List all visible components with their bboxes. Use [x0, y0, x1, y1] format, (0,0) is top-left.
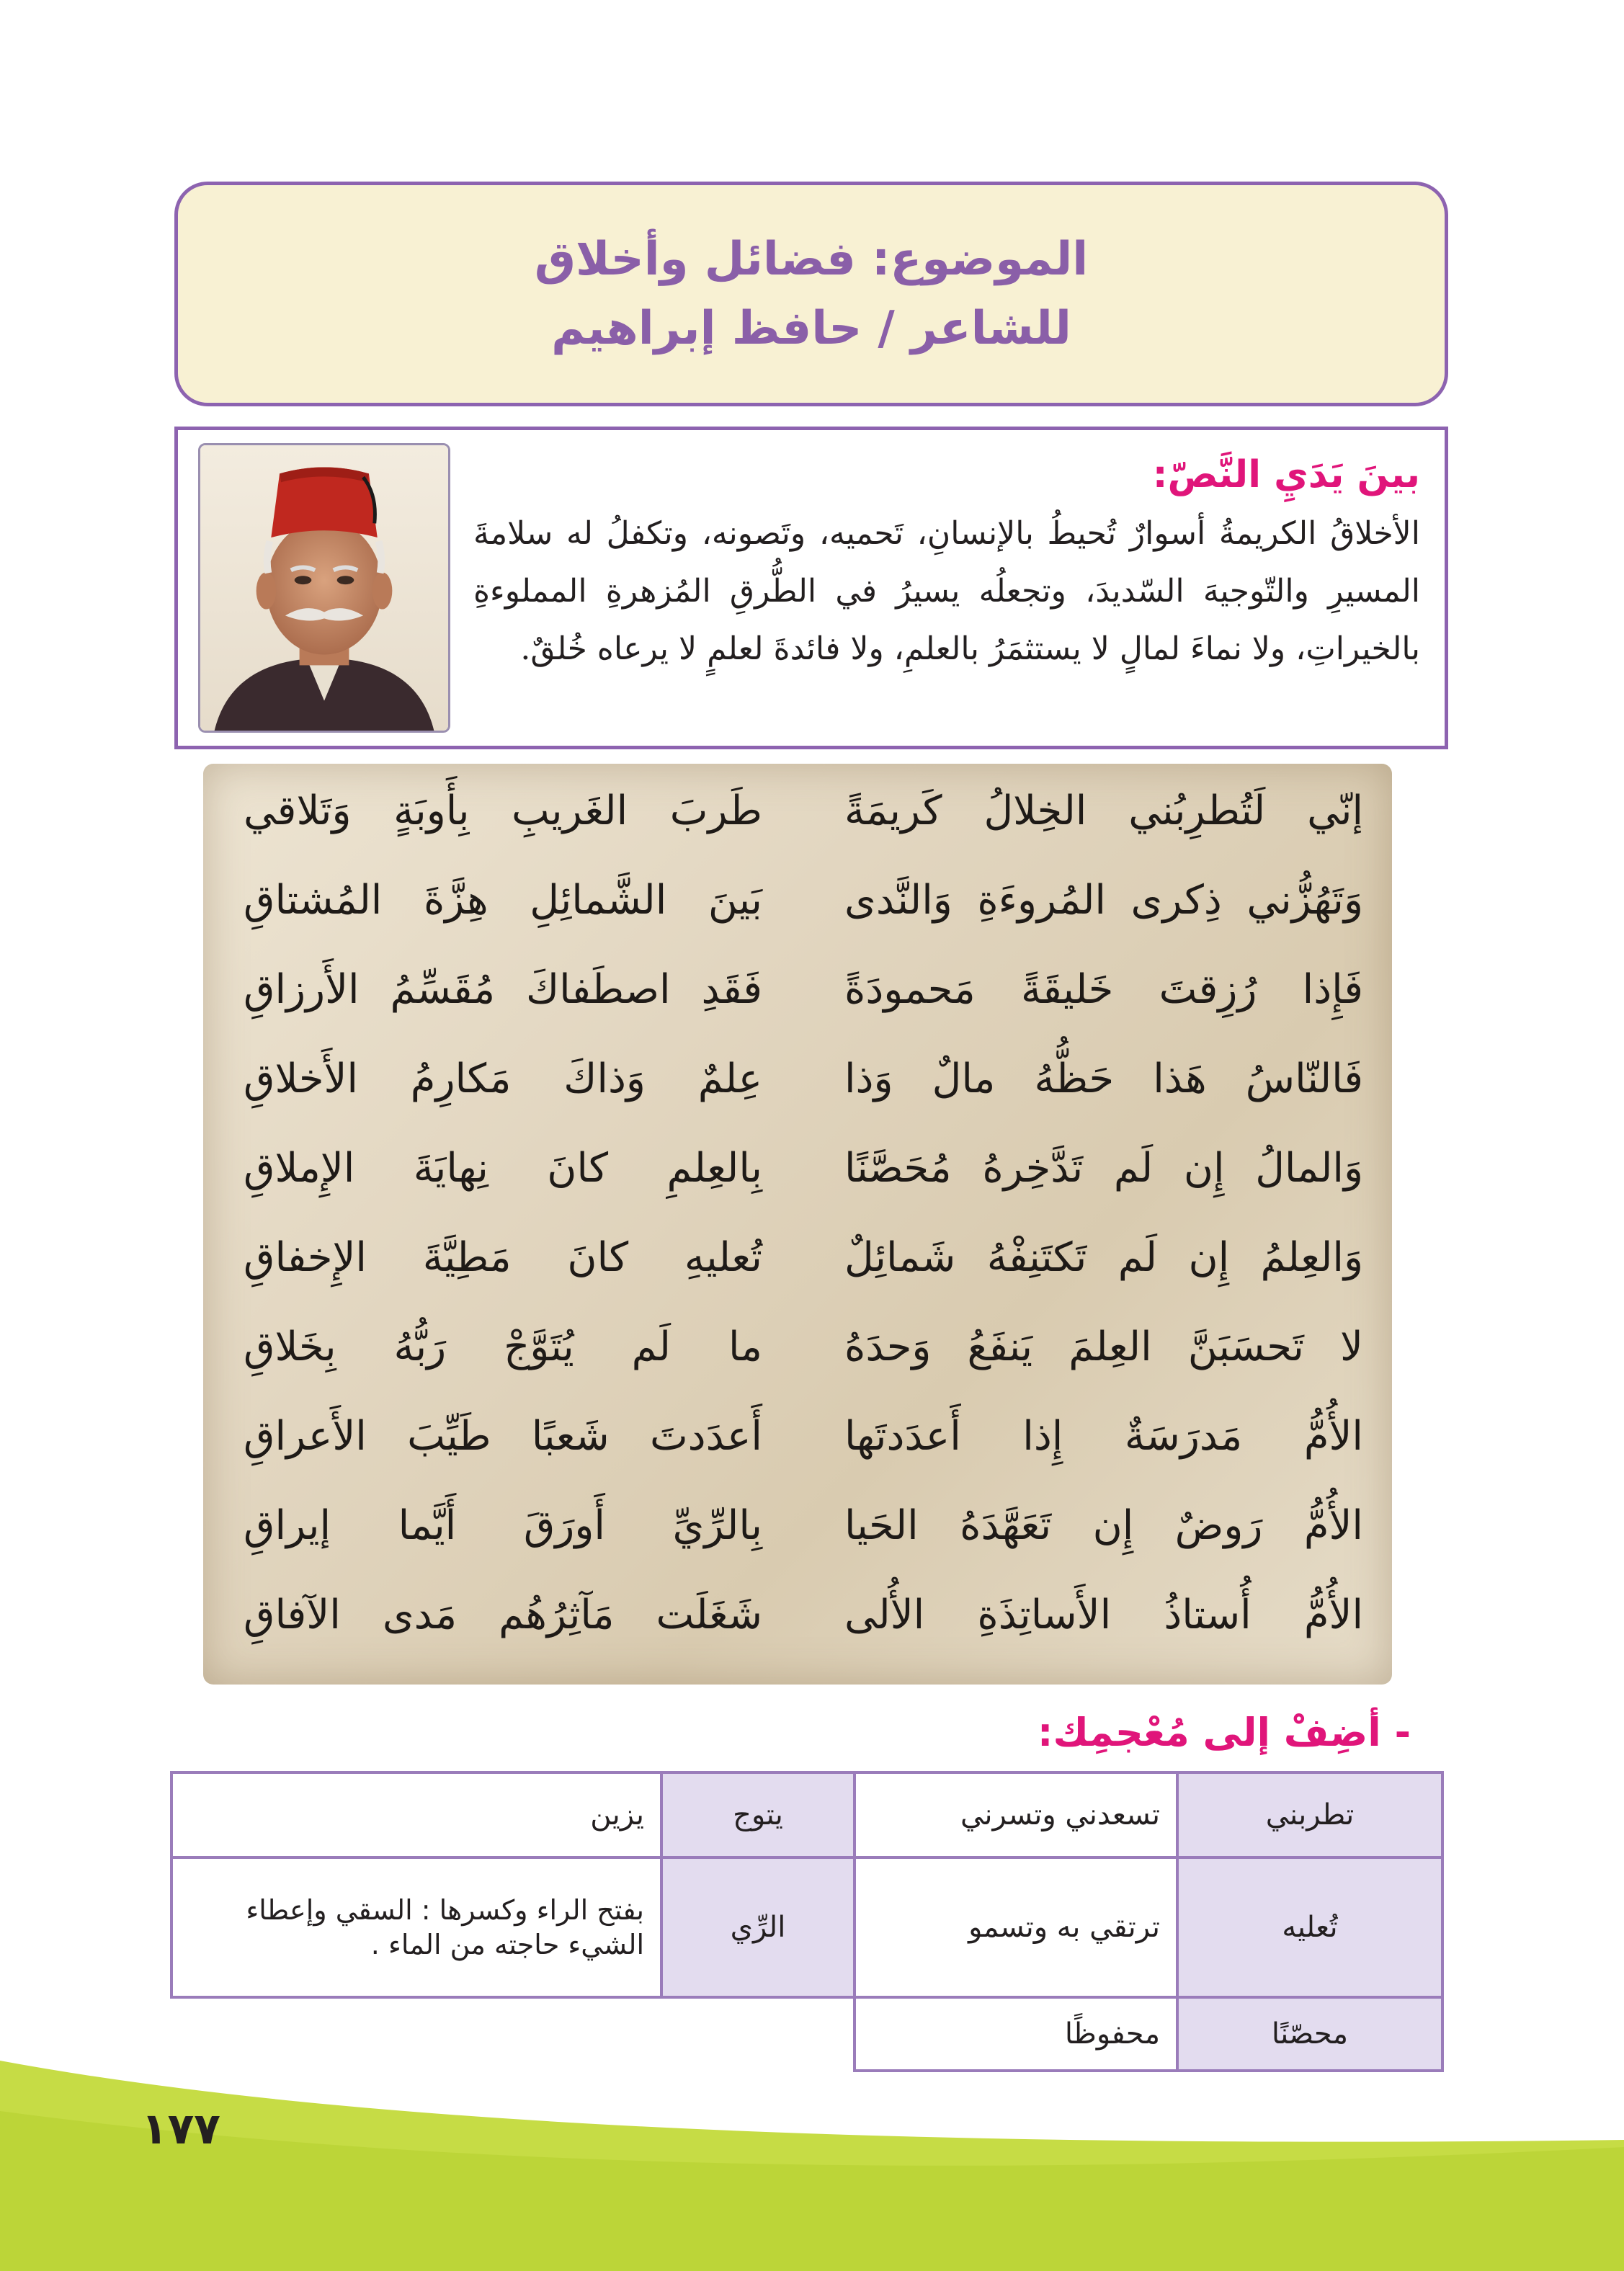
- verse-first-hemistich: الأُمُّ مَدرَسَةٌ إِذا أَعدَدتَها: [844, 1413, 1363, 1460]
- verse-first-hemistich: إنّي لَتُطرِبُني الخِلالُ كَريمَةً: [844, 788, 1363, 834]
- verse-second-hemistich: شَغَلَت مَآثِرُهُم مَدى الآفاقِ: [244, 1592, 762, 1638]
- intro-paragraph: الأخلاقُ الكريمةُ أسوارٌ تُحيطُ بالإنسانِ، تَحميه، وتَصونه، وتكفلُ له سلامةَ المسيرِ والتّوجيهَ السّديدَ، وتجعلُه يسيرُ في الطُّرقِ المُزهرةِ المملوءةِ بالخيراتِ، ولا نماءَ لمالٍ لا يستثمَرُ بالعلمِ، ولا فائدةَ لعلمٍ لا يرعاه خُلقٌ.: [473, 515, 1420, 667]
- verse-second-hemistich: بِالرِّيِّ أَورَقَ أَيَّما إيراقِ: [244, 1502, 762, 1549]
- verse-first-hemistich: وَتَهُزُّني ذِكرى المُروءَةِ وَالنَّدى: [844, 877, 1363, 924]
- intro-text: [473, 445, 1420, 678]
- dict-word: محصّنًا: [1177, 1997, 1442, 2071]
- verse-second-hemistich: فَقَدِ اصطَفاكَ مُقَسِّمُ الأَرزاقِ: [244, 966, 762, 1013]
- table-row: [171, 1857, 1442, 1997]
- dict-meaning: يزين: [171, 1772, 661, 1857]
- poem-verse: [203, 1218, 1392, 1298]
- poem-verse: [203, 1486, 1392, 1566]
- verse-second-hemistich: بَينَ الشَّمائِلِ هِزَّةَ المُشتاقِ: [244, 877, 762, 924]
- lesson-title-box: [174, 182, 1448, 406]
- verse-first-hemistich: فَالنّاسُ هَذا حَظُّهُ مالٌ وَذا: [844, 1056, 1363, 1102]
- verse-second-hemistich: طَربَ الغَريبِ بِأَوبَةٍ وَتَلاقي: [244, 788, 762, 834]
- verse-first-hemistich: الأُمُّ أُستاذُ الأَساتِذَةِ الأُلى: [844, 1592, 1363, 1638]
- verse-first-hemistich: وَالعِلمُ إِن لَم تَكتَنِفْهُ شَمائِلٌ: [844, 1234, 1363, 1281]
- dict-meaning: محفوظًا: [855, 1997, 1177, 2071]
- verse-first-hemistich: الأُمُّ رَوضٌ إِن تَعَهَّدَهُ الحَيا: [844, 1502, 1363, 1549]
- verse-second-hemistich: تُعليهِ كانَ مَطِيَّةَ الإِخفاقِ: [244, 1234, 762, 1281]
- dict-meaning: ترتقي به وتسمو: [855, 1857, 1177, 1997]
- topic-label: الموضوع:: [871, 233, 1089, 286]
- dict-word: يتوج: [661, 1772, 855, 1857]
- poem-verse: [203, 1039, 1392, 1120]
- verse-first-hemistich: فَإِذا رُزِقتَ خَليقَةً مَحمودَةً: [844, 966, 1363, 1013]
- dict-meaning: بفتح الراء وكسرها : السقي وإعطاء الشيء حاجته من الماء .: [171, 1857, 661, 1997]
- poet-label: للشاعر /: [878, 302, 1071, 355]
- verse-second-hemistich: ما لَم يُتَوَّجْ رَبُّهُ بِخَلاقِ: [244, 1324, 762, 1370]
- green-swoosh-decoration: [0, 2032, 1624, 2271]
- dict-word: تُعليه: [1177, 1857, 1442, 1997]
- verse-second-hemistich: بِالعِلمِ كانَ نِهايَةَ الإِملاقِ: [244, 1145, 762, 1192]
- table-row: [171, 1772, 1442, 1857]
- poem-parchment: [203, 764, 1392, 1685]
- poet-name: حافظ إبراهيم: [551, 302, 862, 355]
- dictionary-table: [170, 1771, 1444, 2072]
- verse-first-hemistich: لا تَحسَبَنَّ العِلمَ يَنفَعُ وَحدَهُ: [844, 1324, 1363, 1370]
- poem-verse: [203, 1396, 1392, 1477]
- verse-second-hemistich: عِلمٌ وَذاكَ مَكارِمُ الأَخلاقِ: [244, 1056, 762, 1102]
- poem-verse: [203, 950, 1392, 1030]
- verse-first-hemistich: وَالمالُ إِن لَم تَدَّخِرهُ مُحَصَّنًا: [844, 1145, 1363, 1192]
- poem-verse: [203, 1128, 1392, 1209]
- poem-verse: [203, 860, 1392, 941]
- dict-word: الرِّي: [661, 1857, 855, 1997]
- page-number: ١٧٧: [141, 2104, 220, 2154]
- poet-portrait-icon: [198, 443, 450, 733]
- poem-verse: [203, 1575, 1392, 1656]
- poem-verse: [203, 771, 1392, 852]
- poem-verse: [203, 1307, 1392, 1388]
- topic-title: فضائل وأخلاق: [534, 233, 856, 286]
- topic-line: [535, 225, 1088, 294]
- dictionary-heading: - أضِفْ إلى مُعْجمِك:: [1037, 1710, 1411, 1755]
- dict-word: تطربني: [1177, 1772, 1442, 1857]
- dict-meaning: تسعدني وتسرني: [855, 1772, 1177, 1857]
- verse-second-hemistich: أَعدَدتَ شَعبًا طَيِّبَ الأَعراقِ: [244, 1413, 762, 1460]
- poet-line: [551, 294, 1071, 363]
- intro-heading: بينَ يَدَيِ النَّصّ:: [1152, 453, 1420, 496]
- intro-box: [174, 427, 1448, 749]
